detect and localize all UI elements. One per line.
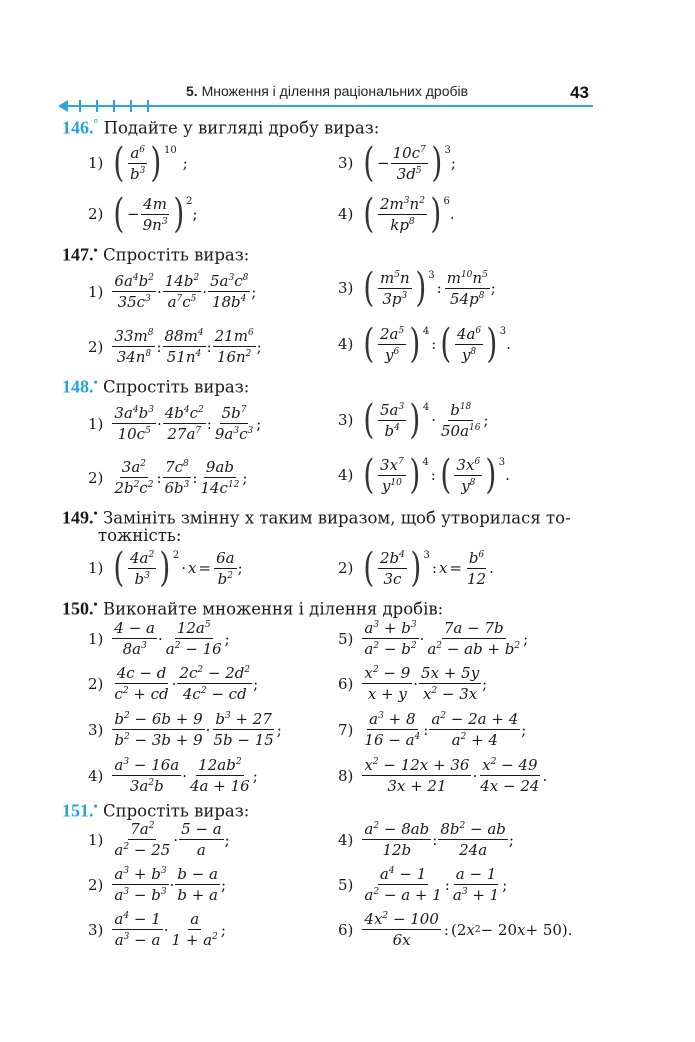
problem-146-3: 3) ( − $10c^7$ $3d^5$ ) 3 ; [338, 140, 456, 186]
problem-148-heading: 148.• Спростіть вираз: [62, 375, 250, 397]
problem-151-3: 3) $a^4 - 1$ $a^3 - a$ · a $1 + a^2$ ; [88, 910, 226, 949]
problem-147-heading: 147.• Спростіть вираз: [62, 243, 250, 265]
problem-150-8: 8) $x^2 - 12x + 36$ 3x + 21 · $x^2 - 49$ 4x − 24 . [338, 756, 548, 795]
problem-150-heading: 150.• Виконайте множення і ділення дробів: [62, 597, 444, 619]
problem-150-7: 7) $a^3 + 8$ $16 - a^4$ : $a^2 - 2a + 4$ $a^2 + 4$ ; [338, 710, 527, 749]
problem-151-5: 5) $a^4 - 1$ $a^2 - a + 1$ : a − 1 $a^3 + 1$ ; [338, 865, 508, 904]
problem-147-3: 3) ( $m^5n$ $3p^3$ ) 3 : $m^{10}n^5$ $54p^8$ ; [338, 265, 496, 311]
page-number: 43 [570, 83, 589, 102]
tick-mark [113, 100, 115, 112]
running-head: 5. Множення і ділення раціональних дробів [186, 83, 469, 99]
problem-147-4: 4) ( $2a^5$ $y^6$ ) 4 : ( $4a^6$ $y^8$ ) 3 . [338, 321, 511, 367]
problem-150-5: 5) $a^3 + b^3$ $a^2 - b^2$ · 7a − 7b $a^2$ − ab + $b^2$ ; [338, 619, 529, 658]
problem-148-1: 1) $3a^4b^3$ $10c^5$ · $4b^4c^2$ $27a^7$ : $5b^7$ $9a^3c^3$ ; [88, 404, 262, 443]
problem-148-3: 3) ( $5a^3$ $b^4$ ) 4 · $b^{18}$ $50a^{16}$ ; [338, 397, 489, 443]
problem-146-2: 2) ( − 4m $9n^3$ ) 2 ; [88, 191, 198, 237]
problem-149-2: 2) ( $2b^4$ 3c ) 3 : x = $\frac{b^6}{12}$ . [338, 545, 494, 591]
problem-151-1: 1) $7a^2$ $a^2 - 25$ · 5 − a a ; [88, 820, 230, 859]
problem-149-1: 1) ( $4a^2$ $b^3$ ) 2 · x = $\frac{6a}{b^2}$ ; [88, 545, 243, 591]
tick-mark [96, 100, 98, 112]
problem-151-heading: 151.• Спростіть вираз: [62, 799, 250, 821]
problem-151-6: 6) $4x^2 - 100$ 6x : (2 x 2 − 20 x + 50). [338, 910, 573, 949]
problem-150-1: 1) 4 − a $8a^3$ · $12a^5$ $a^2 - 16$ ; [88, 619, 230, 658]
problem-147-2: 2) $33m^8$ $34n^8$ : $88m^4$ $51n^4$ : $21m^6$ $16n^2$ ; [88, 327, 262, 366]
tick-mark [130, 100, 132, 112]
problem-146-4: 4) ( $2m^3n^2$ $kp^8$ ) 6 . [338, 191, 455, 237]
problem-148-4: 4) ( $3x^7$ $y^{10}$ ) 4 : ( $3x^6$ $y^8$ ) 3 . [338, 452, 510, 498]
problem-149-heading-cont: тожність: [98, 526, 182, 545]
tick-mark [79, 100, 81, 112]
problem-146-1: 1) ( $a^6$ $b^3$ ) 10 ; [88, 140, 188, 186]
page-header [0, 0, 695, 120]
problem-150-3: 3) $b^2 - 6b + 9$ $b^2 - 3b + 9$ · $b^3 + 27$ 5b − 15 ; [88, 710, 282, 749]
problem-151-2: 2) $a^3 + b^3$ $a^3 - b^3$ · b − a b + a ; [88, 865, 227, 904]
problem-149-heading: 149.• Замініть змінну x таким виразом, щоб утворилася то- [62, 506, 571, 528]
problem-150-4: 4) $a^3 - 16a$ $3a^2b$ · $12ab^2$ 4a + 16 ; [88, 756, 258, 795]
problem-146-heading: 146.° Подайте у вигляді дробу вираз: [62, 116, 380, 138]
problem-148-2: 2) $3a^2$ $2b^2c^2$ : $7c^8$ $6b^3$ : 9ab $14c^{12}$ ; [88, 458, 248, 497]
problem-150-2: 2) 4c − d $c^2$ + cd · $2c^2 - 2d^2$ $4c^2$ − cd ; [88, 664, 259, 703]
tick-mark [147, 100, 149, 112]
problem-147-1: 1) $6a^4b^2$ $35c^3$ · $14b^2$ $a^7c^5$ · $5a^3c^8$ $18b^4$ ; [88, 272, 257, 311]
problem-151-4: 4) $a^2 - 8ab$ 12b : $8b^2$ − ab 24a ; [338, 820, 514, 859]
problem-150-6: 6) $x^2 - 9$ x + y · 5x + 5y $x^2 - 3x$ ; [338, 664, 488, 703]
header-rule [62, 105, 593, 107]
